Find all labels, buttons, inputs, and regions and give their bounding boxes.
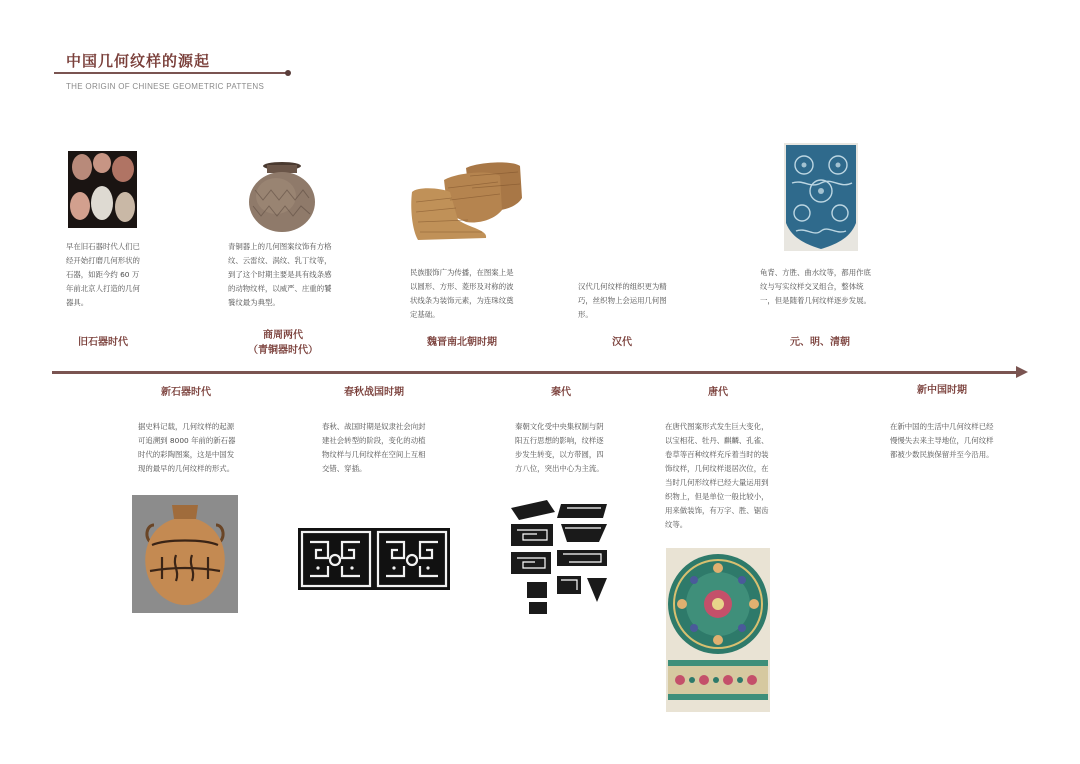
tang-round-textile-image — [666, 548, 770, 712]
page-title: 中国几何纹样的源起 — [66, 52, 211, 70]
title-underline — [54, 72, 288, 74]
new-china-description: 在新中国的生活中几何纹样已经慢慢失去来主导地位，几何纹样都被少数民族保留并至今沿用。 — [890, 422, 994, 459]
shang-zhou-era-line2: （青铜器时代） — [248, 345, 318, 356]
paleolithic-era-label: 旧石器时代 — [78, 337, 128, 348]
neolithic-era-label: 新石器时代 — [161, 387, 211, 398]
blue-embroidered-textile-image — [784, 143, 858, 251]
tang-description: 在唐代图案形式发生巨大变化，以宝相花、牡丹、麒麟、孔雀、卷草等百种纹样充斥着当时的装饰纹样，几何纹样退居次位，在当时几何形纹样已经大量运用到织物上，但是单位一般比较小，用来做装饰，有万字、胜、锯齿纹等。 — [665, 422, 769, 529]
spring-autumn-description: 春秋、战国时期是奴隶社会向封建社会转型的阶段，变化的动植物纹样与几何纹样在空间上互相交错、穿插。 — [322, 422, 426, 473]
shang-zhou-era-line1: 商周两代 — [263, 330, 303, 341]
timeline-arrow-icon — [1016, 366, 1028, 378]
yuan-ming-qing-description: 龟背、方胜、曲水纹等，都用作底纹与写实纹样交叉组合，整体统一，但是随着几何纹样逐步发展。 — [760, 268, 871, 305]
shang-zhou-era-label — [238, 328, 328, 358]
weijin-era-label: 魏晋南北朝时期 — [427, 337, 497, 348]
qin-pattern-fragments-image — [507, 498, 613, 618]
han-description: 汉代几何纹样的组织更为精巧，丝织物上会运用几何图形。 — [578, 282, 667, 319]
woven-shoes-image — [408, 158, 526, 244]
han-era-label: 汉代 — [612, 337, 632, 348]
new-china-era-label: 新中国时期 — [917, 385, 967, 396]
tang-era-label: 唐代 — [708, 387, 728, 398]
title-rule-dot — [285, 70, 291, 76]
pottery-jar-image — [243, 160, 321, 238]
neolithic-description: 据史料记载，几何纹样的起源可追溯到 8000 年前的新石器时代的彩陶图案，这是中国发现的最早的几何纹样的形式。 — [138, 422, 236, 473]
yuan-ming-qing-era-label: 元、明、清朝 — [790, 337, 850, 348]
timeline-axis — [52, 371, 1020, 374]
paleolithic-description: 早在旧石器时代人们已经开始打磨几何形状的石器，如距今约 60 万年前北京人打造的几何器具。 — [66, 242, 140, 307]
black-white-pattern-image — [298, 528, 450, 590]
page-subtitle: THE ORIGIN OF CHINESE GEOMETRIC PATTENS — [66, 82, 265, 91]
qin-era-label: 秦代 — [551, 387, 571, 398]
qin-description: 秦朝文化受中央集权制与阴阳五行思想的影响，纹样逐步发生转变，以方带圆，四方八位，突出中心为主流。 — [515, 422, 604, 473]
painted-pottery-vessel-image — [132, 495, 238, 613]
shang-zhou-description: 青铜器上的几何图案纹饰有方格纹、云雷纹、涡纹、乳丁纹等，到了这个时期主要是具有线条感的动物纹样，以威严、庄重的饕餮纹最为典型。 — [228, 242, 332, 307]
spring-autumn-era-label: 春秋战国时期 — [344, 387, 404, 398]
paleolithic-stone-tools-image — [68, 151, 137, 228]
weijin-description: 民族服饰广为传播，在图案上是以圆形、方形、菱形及对称的波状线条为装饰元素，为连珠纹奠定基础。 — [410, 268, 514, 319]
